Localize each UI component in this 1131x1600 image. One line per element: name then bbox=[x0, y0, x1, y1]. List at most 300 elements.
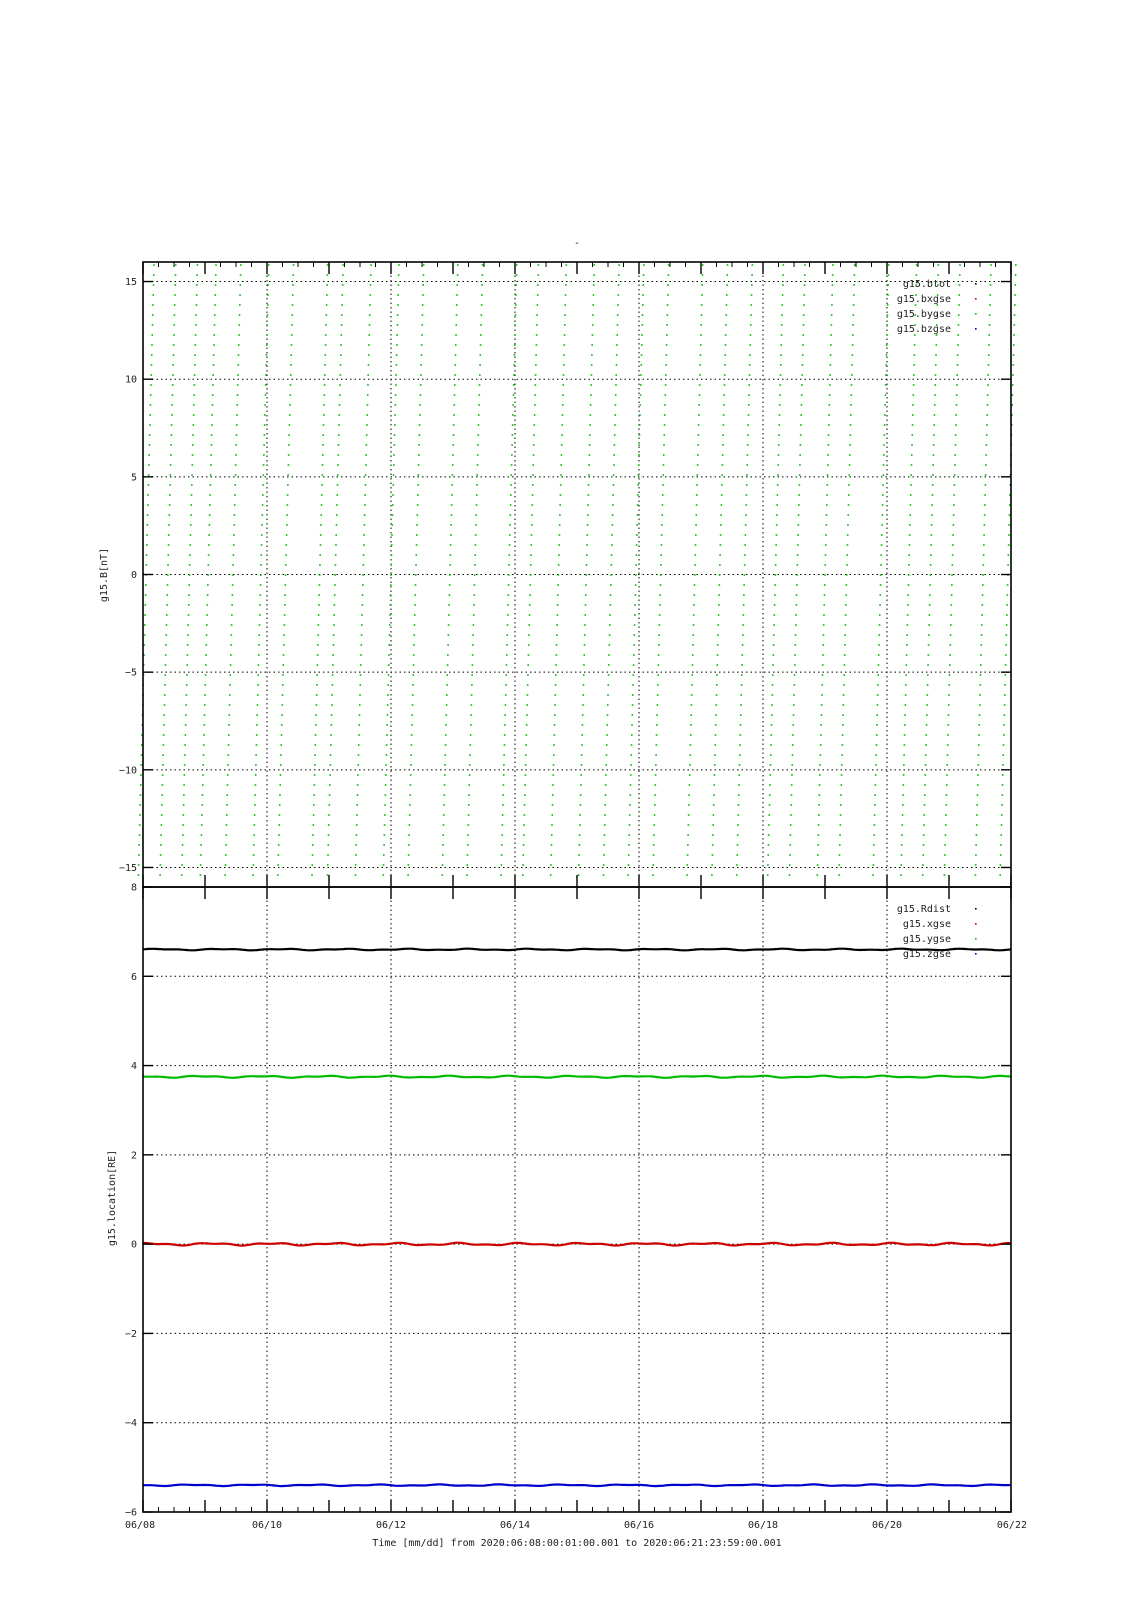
bygse-point bbox=[324, 364, 326, 366]
bygse-point bbox=[846, 574, 848, 576]
bygse-point bbox=[182, 834, 184, 836]
bygse-point bbox=[819, 784, 821, 786]
bygse-point bbox=[210, 474, 212, 476]
bygse-point bbox=[476, 474, 478, 476]
bygse-point bbox=[339, 404, 341, 406]
bygse-point bbox=[508, 564, 510, 566]
bygse-point bbox=[932, 464, 934, 466]
bygse-point bbox=[522, 864, 524, 866]
bygse-point bbox=[850, 424, 852, 426]
x-axis-title: Time [mm/dd] from 2020:06:08:00:01:00.001 to 2020:06:21:23:59:00.001 bbox=[372, 1538, 782, 1549]
bygse-point bbox=[181, 864, 183, 866]
bygse-point bbox=[325, 344, 327, 346]
bygse-point bbox=[955, 434, 957, 436]
legend-entry-label: g15.xgse bbox=[902, 919, 951, 930]
bygse-point bbox=[413, 644, 415, 646]
bygse-point bbox=[556, 644, 558, 646]
bygse-point bbox=[261, 534, 263, 536]
bygse-point bbox=[530, 544, 532, 546]
bygse-point bbox=[476, 494, 478, 496]
bygse-point bbox=[552, 804, 554, 806]
bygse-point bbox=[388, 664, 390, 666]
bygse-point bbox=[908, 574, 910, 576]
bygse-point bbox=[952, 544, 954, 546]
bygse-point bbox=[800, 414, 802, 416]
bygse-point bbox=[745, 504, 747, 506]
bygse-point bbox=[1013, 344, 1015, 346]
bygse-point bbox=[394, 424, 396, 426]
bygse-point bbox=[314, 764, 316, 766]
bygse-point bbox=[334, 604, 336, 606]
bygse-point bbox=[945, 804, 947, 806]
bygse-point bbox=[256, 724, 258, 726]
bygse-point bbox=[335, 564, 337, 566]
bygse-point bbox=[166, 614, 168, 616]
bygse-point bbox=[609, 624, 611, 626]
bygse-point bbox=[163, 714, 165, 716]
bygse-point bbox=[984, 514, 986, 516]
bygse-point bbox=[701, 294, 703, 296]
bygse-point bbox=[395, 384, 397, 386]
bygse-point bbox=[801, 374, 803, 376]
bygse-point bbox=[769, 774, 771, 776]
bygse-point bbox=[877, 674, 879, 676]
bygse-point bbox=[722, 464, 724, 466]
bygse-point bbox=[201, 834, 203, 836]
bygse-point bbox=[699, 374, 701, 376]
bygse-point bbox=[630, 784, 632, 786]
bygse-point bbox=[386, 744, 388, 746]
bygse-point bbox=[739, 734, 741, 736]
bygse-point bbox=[189, 554, 191, 556]
bygse-point bbox=[394, 444, 396, 446]
bygse-point bbox=[148, 454, 150, 456]
bygse-point bbox=[873, 844, 875, 846]
bygse-point bbox=[284, 614, 286, 616]
bygse-point bbox=[779, 414, 781, 416]
bygse-point bbox=[617, 294, 619, 296]
bygse-point bbox=[912, 424, 914, 426]
bygse-point bbox=[237, 374, 239, 376]
bygse-point bbox=[717, 634, 719, 636]
bygse-point bbox=[150, 394, 152, 396]
bygse-point bbox=[466, 864, 468, 866]
bygse-point bbox=[877, 694, 879, 696]
bygse-point bbox=[613, 484, 615, 486]
bygse-point bbox=[657, 704, 659, 706]
bygse-point bbox=[877, 684, 879, 686]
bygse-point bbox=[560, 484, 562, 486]
bygse-point bbox=[208, 544, 210, 546]
bygse-point bbox=[187, 624, 189, 626]
bygse-point bbox=[661, 544, 663, 546]
bygse-point bbox=[527, 674, 529, 676]
bygse-point bbox=[564, 334, 566, 336]
bygse-point bbox=[232, 564, 234, 566]
bygse-point bbox=[1005, 674, 1007, 676]
bygse-point bbox=[391, 554, 393, 556]
bygse-point bbox=[291, 324, 293, 326]
bygse-point bbox=[260, 574, 262, 576]
bygse-point bbox=[928, 654, 930, 656]
bygse-point bbox=[393, 464, 395, 466]
bygse-point bbox=[293, 264, 295, 266]
bygse-point bbox=[387, 714, 389, 716]
bygse-point bbox=[361, 614, 363, 616]
bygse-point bbox=[411, 734, 413, 736]
bygse-point bbox=[322, 434, 324, 436]
bygse-point bbox=[150, 374, 152, 376]
bygse-point bbox=[792, 734, 794, 736]
bygse-point bbox=[667, 314, 669, 316]
bygse-point bbox=[327, 264, 329, 266]
bygse-point bbox=[794, 654, 796, 656]
bygse-point bbox=[629, 824, 631, 826]
bygse-point bbox=[467, 854, 469, 856]
bygse-point bbox=[944, 854, 946, 856]
bygse-point bbox=[659, 594, 661, 596]
bygse-point bbox=[926, 704, 928, 706]
bygse-point bbox=[453, 404, 455, 406]
bygse-point bbox=[935, 364, 937, 366]
bygse-point bbox=[153, 284, 155, 286]
bygse-point bbox=[385, 794, 387, 796]
bygse-point bbox=[872, 874, 874, 876]
bygse-point bbox=[631, 744, 633, 746]
bygse-point bbox=[798, 514, 800, 516]
bygse-point bbox=[798, 524, 800, 526]
bygse-point bbox=[333, 624, 335, 626]
bygse-point bbox=[184, 774, 186, 776]
bygse-point bbox=[507, 594, 509, 596]
bygse-point bbox=[477, 454, 479, 456]
bygse-point bbox=[1015, 274, 1017, 276]
bygse-point bbox=[743, 604, 745, 606]
bygse-point bbox=[609, 634, 611, 636]
bygse-point bbox=[509, 524, 511, 526]
bygse-point bbox=[396, 344, 398, 346]
bygse-point bbox=[989, 304, 991, 306]
bygse-point bbox=[771, 704, 773, 706]
bygse-point bbox=[702, 264, 704, 266]
bygse-point bbox=[384, 824, 386, 826]
bygse-point bbox=[505, 684, 507, 686]
bygse-point bbox=[320, 534, 322, 536]
bygse-point bbox=[146, 534, 148, 536]
bygse-point bbox=[988, 354, 990, 356]
bygse-point bbox=[879, 614, 881, 616]
bygse-point bbox=[923, 824, 925, 826]
bygse-point bbox=[739, 764, 741, 766]
bygse-point bbox=[607, 684, 609, 686]
bygse-point bbox=[979, 684, 981, 686]
bygse-point bbox=[930, 554, 932, 556]
bygse-point bbox=[934, 414, 936, 416]
legend-entry-label: g15.btot bbox=[902, 279, 951, 290]
bygse-point bbox=[235, 444, 237, 446]
x-tick-label: 06/18 bbox=[747, 1520, 779, 1531]
bygse-point bbox=[589, 454, 591, 456]
bygse-point bbox=[186, 664, 188, 666]
bygse-point bbox=[524, 814, 526, 816]
bygse-point bbox=[660, 584, 662, 586]
bygse-point bbox=[526, 734, 528, 736]
bygse-point bbox=[907, 624, 909, 626]
bygse-point bbox=[552, 774, 554, 776]
bottom-panel-frame bbox=[143, 887, 1011, 1512]
bygse-point bbox=[257, 704, 259, 706]
bygse-point bbox=[230, 644, 232, 646]
bygse-point bbox=[238, 354, 240, 356]
bygse-point bbox=[793, 704, 795, 706]
bygse-point bbox=[395, 394, 397, 396]
bygse-point bbox=[790, 834, 792, 836]
bygse-point bbox=[984, 494, 986, 496]
bygse-point bbox=[233, 524, 235, 526]
bygse-point bbox=[587, 524, 589, 526]
bygse-point bbox=[236, 414, 238, 416]
bygse-point bbox=[654, 794, 656, 796]
bygse-point bbox=[983, 544, 985, 546]
bygse-point bbox=[230, 674, 232, 676]
bygse-point bbox=[699, 384, 701, 386]
bygse-point bbox=[905, 684, 907, 686]
bygse-point bbox=[286, 514, 288, 516]
bygse-point bbox=[321, 504, 323, 506]
bygse-point bbox=[1008, 544, 1010, 546]
bygse-point bbox=[328, 834, 330, 836]
bygse-point bbox=[665, 384, 667, 386]
bygse-point bbox=[584, 644, 586, 646]
bygse-point bbox=[842, 714, 844, 716]
bygse-point bbox=[843, 694, 845, 696]
bygse-point bbox=[392, 484, 394, 486]
bygse-point bbox=[314, 784, 316, 786]
bygse-point bbox=[420, 364, 422, 366]
bygse-point bbox=[701, 304, 703, 306]
bygse-point bbox=[827, 464, 829, 466]
bygse-point bbox=[949, 644, 951, 646]
bygse-point bbox=[981, 624, 983, 626]
bygse-point bbox=[320, 514, 322, 516]
bygse-point bbox=[332, 654, 334, 656]
bygse-point bbox=[588, 494, 590, 496]
bygse-point bbox=[642, 294, 644, 296]
bygse-point bbox=[579, 834, 581, 836]
bygse-point bbox=[873, 864, 875, 866]
bygse-point bbox=[232, 594, 234, 596]
bygse-point bbox=[938, 264, 940, 266]
bygse-point bbox=[953, 504, 955, 506]
bygse-point bbox=[771, 714, 773, 716]
bygse-point bbox=[634, 624, 636, 626]
bygse-point bbox=[797, 554, 799, 556]
bygse-point bbox=[366, 424, 368, 426]
bygse-point bbox=[982, 594, 984, 596]
bygse-point bbox=[751, 274, 753, 276]
bygse-point bbox=[610, 604, 612, 606]
bygse-point bbox=[632, 704, 634, 706]
bygse-point bbox=[950, 614, 952, 616]
bygse-point bbox=[164, 674, 166, 676]
bygse-point bbox=[903, 784, 905, 786]
bygse-point bbox=[603, 854, 605, 856]
bygse-point bbox=[1006, 624, 1008, 626]
bygse-point bbox=[659, 604, 661, 606]
bygse-point bbox=[795, 624, 797, 626]
bygse-point bbox=[987, 374, 989, 376]
bygse-point bbox=[258, 654, 260, 656]
bygse-point bbox=[392, 504, 394, 506]
bygse-point bbox=[793, 694, 795, 696]
bygse-point bbox=[630, 764, 632, 766]
bygse-point bbox=[927, 694, 929, 696]
bygse-point bbox=[480, 334, 482, 336]
series-line-g15-ygse bbox=[143, 1076, 1011, 1078]
bygse-point bbox=[421, 324, 423, 326]
bygse-point bbox=[233, 544, 235, 546]
bygse-point bbox=[191, 494, 193, 496]
bygse-point bbox=[854, 274, 856, 276]
bygse-point bbox=[189, 574, 191, 576]
bygse-point bbox=[716, 694, 718, 696]
bygse-point bbox=[884, 434, 886, 436]
bygse-point bbox=[409, 804, 411, 806]
bygse-point bbox=[414, 614, 416, 616]
bygse-point bbox=[565, 284, 567, 286]
bygse-point bbox=[565, 274, 567, 276]
bygse-point bbox=[412, 694, 414, 696]
bygse-point bbox=[841, 764, 843, 766]
bygse-point bbox=[386, 754, 388, 756]
bygse-point bbox=[603, 844, 605, 846]
bottom-panel-grid bbox=[143, 887, 1011, 1512]
bygse-point bbox=[583, 664, 585, 666]
bygse-point bbox=[171, 434, 173, 436]
bygse-point bbox=[726, 284, 728, 286]
bygse-point bbox=[342, 294, 344, 296]
bygse-point bbox=[469, 774, 471, 776]
bygse-point bbox=[781, 304, 783, 306]
bygse-point bbox=[801, 394, 803, 396]
bygse-point bbox=[166, 604, 168, 606]
bygse-point bbox=[414, 594, 416, 596]
series-line-g15-rdist bbox=[143, 949, 1011, 951]
bygse-point bbox=[633, 654, 635, 656]
bygse-point bbox=[387, 684, 389, 686]
bygse-point bbox=[792, 754, 794, 756]
bygse-point bbox=[147, 504, 149, 506]
bygse-point bbox=[914, 344, 916, 346]
bygse-point bbox=[748, 414, 750, 416]
bygse-point bbox=[256, 744, 258, 746]
bygse-point bbox=[851, 374, 853, 376]
bygse-point bbox=[283, 644, 285, 646]
bygse-point bbox=[718, 614, 720, 616]
bottom-y-tick-label: 6 bbox=[130, 971, 137, 983]
bygse-point bbox=[290, 374, 292, 376]
bygse-point bbox=[468, 794, 470, 796]
bygse-point bbox=[975, 844, 977, 846]
bygse-point bbox=[640, 364, 642, 366]
bygse-point bbox=[980, 644, 982, 646]
bygse-point bbox=[288, 444, 290, 446]
bygse-point bbox=[879, 594, 881, 596]
bygse-point bbox=[738, 794, 740, 796]
bygse-point bbox=[830, 354, 832, 356]
bygse-point bbox=[980, 654, 982, 656]
bygse-point bbox=[388, 644, 390, 646]
bygse-point bbox=[831, 324, 833, 326]
bygse-point bbox=[587, 534, 589, 536]
bygse-point bbox=[472, 664, 474, 666]
bygse-point bbox=[237, 394, 239, 396]
bygse-point bbox=[533, 464, 535, 466]
bygse-point bbox=[184, 744, 186, 746]
bygse-point bbox=[881, 544, 883, 546]
bygse-point bbox=[196, 294, 198, 296]
bygse-point bbox=[236, 424, 238, 426]
bygse-point bbox=[331, 714, 333, 716]
bygse-point bbox=[831, 294, 833, 296]
bygse-point bbox=[144, 624, 146, 626]
bygse-point bbox=[975, 854, 977, 856]
bygse-point bbox=[397, 304, 399, 306]
bygse-point bbox=[689, 784, 691, 786]
bygse-point bbox=[605, 774, 607, 776]
bygse-point bbox=[656, 744, 658, 746]
bygse-point bbox=[477, 434, 479, 436]
bygse-point bbox=[319, 584, 321, 586]
bygse-point bbox=[945, 814, 947, 816]
bygse-point bbox=[554, 704, 556, 706]
bygse-point bbox=[514, 344, 516, 346]
bygse-point bbox=[612, 504, 614, 506]
bygse-point bbox=[212, 374, 214, 376]
bygse-point bbox=[338, 444, 340, 446]
bygse-point bbox=[587, 504, 589, 506]
bygse-point bbox=[853, 314, 855, 316]
bygse-point bbox=[665, 364, 667, 366]
bygse-point bbox=[511, 474, 513, 476]
bygse-point bbox=[922, 874, 924, 876]
bygse-point bbox=[321, 474, 323, 476]
bygse-point bbox=[552, 784, 554, 786]
bygse-point bbox=[266, 354, 268, 356]
bygse-point bbox=[840, 804, 842, 806]
bygse-point bbox=[185, 704, 187, 706]
bygse-point bbox=[928, 644, 930, 646]
bygse-point bbox=[824, 584, 826, 586]
bygse-point bbox=[588, 464, 590, 466]
bygse-point bbox=[769, 784, 771, 786]
bygse-point bbox=[530, 574, 532, 576]
bygse-point bbox=[604, 824, 606, 826]
bygse-point bbox=[726, 304, 728, 306]
bygse-point bbox=[874, 804, 876, 806]
bygse-point bbox=[149, 444, 151, 446]
bygse-point bbox=[846, 564, 848, 566]
bygse-point bbox=[265, 374, 267, 376]
bygse-point bbox=[693, 604, 695, 606]
bygse-point bbox=[398, 284, 400, 286]
bygse-point bbox=[985, 454, 987, 456]
bygse-point bbox=[842, 724, 844, 726]
bygse-point bbox=[365, 464, 367, 466]
top-y-tick-label: 5 bbox=[130, 472, 137, 484]
bygse-point bbox=[448, 604, 450, 606]
bygse-point bbox=[902, 804, 904, 806]
